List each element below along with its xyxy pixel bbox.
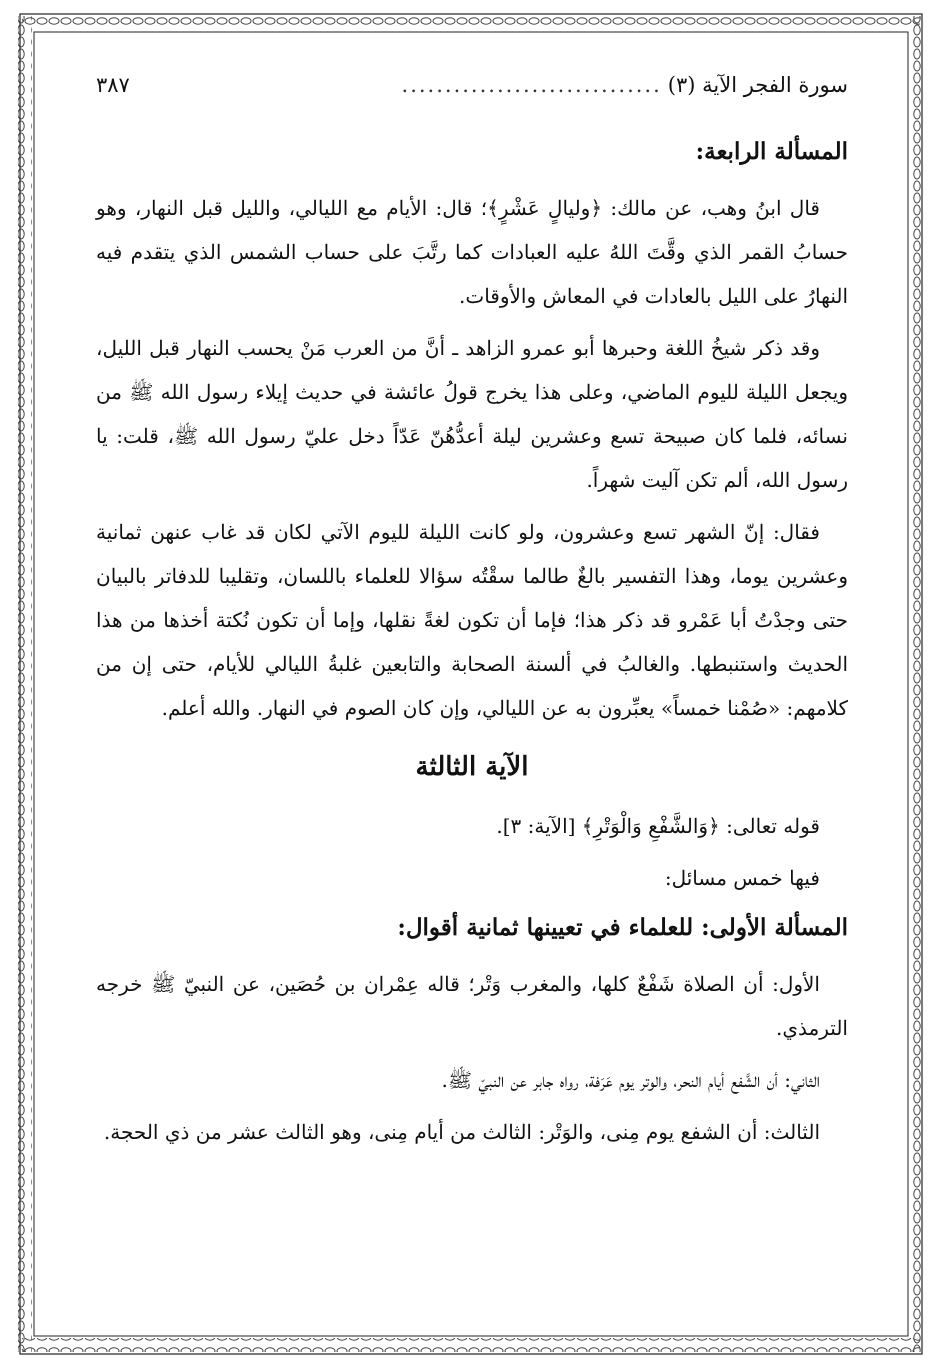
verse-title: الآية الثالثة [415,752,529,782]
paragraph-month-29: فقال: إنّ الشهر تسع وعشرون، ولو كانت الليلة لليوم الآتي لكان قد غاب عنهن ثمانية وعشرين يوما، وهذا التفسير بالغٌ طالما سقْتُه سؤالا للعلماء باللسان، وتقليبا للدفاتر بالبيان حتى وجدْتُ أبا عَمْرو قد ذكر هذا؛ فإما أن تكون لغةً نقلها، وإما أن تكون نُكتة أخذها من هذا الحديث واستنبطها. والغالبُ في ألسنة الصحابة والتابعين غلبةُ الليالي للأيام، حتى إن من كلامهم: «صُمْنا خمساً» يعبِّرون به عن الليالي، وإن كان الصوم في النهار. والله أعلم. [96,520,848,720]
running-header [96,68,848,102]
section-heading-fourth-issue: المسألة الرابعة: [695,138,848,165]
page-number: ٣٨٧ [96,73,130,97]
paragraph-abu-amr: وقد ذكر شيخُ اللغة وحبرها أبو عمرو الزاهد ـ أنَّ من العرب مَنْ يحسب النهار قبل الليل، ويجعل الليلة لليوم الماضي، وعلى هذا يخرج قولُ عائشة في حديث إيلاء رسول الله ﷺ من نسائه، فلما كان صبيحة تسع وعشرين ليلة أعدُّهُنّ عَدّاً دخل عليّ رسول الله ﷺ، قلت: يا رسول الله، ألم تكن آليت شهراً. [96,336,849,492]
page-content [96,60,848,1310]
header-title: سورة الفجر الآية (٣) [667,73,848,97]
paragraph-ibn-wahb: قال ابنُ وهب، عن مالك: ﴿وليالٍ عَشْرٍ﴾؛ قال: الأيام مع الليالي، والليل قبل النهار، وهو حسابُ القمر الذي وقَّتَ اللهُ عليه العبادات كما رتَّبَ على حساب الشمس الذي يتقدم فيه النهارُ على الليل بالعادات في المعاش والأوقات. [96,196,848,308]
paragraph-verse-quote: قوله تعالى: ﴿وَالشَّفْعِ وَالْوَتْرِ﴾ [الآية: ٣]. [496,814,820,838]
section-heading-first-issue: المسألة الأولى: للعلماء في تعيينها ثمانية أقوال: [397,914,848,941]
paragraph-third-opinion: الثالث: أن الشفع يوم مِنى، والوَتْر: الثالث من أيام مِنى، وهو الثالث عشر من ذي الحجة. [103,1120,820,1144]
paragraph-second-opinion: الثاني: أن الشَّفع أيام النحر، والوتر يوم عَرَفة، رواه جابر عن النبيّ ﷺ. [441,1068,820,1092]
header-dot-leader: .............................. [401,73,662,97]
paragraph-five-issues: فيها خمس مسائل: [664,866,820,890]
paragraph-first-opinion: الأول: أن الصلاة شَفْعٌ كلها، والمغرب وَتْر؛ قاله عِمْران بن حُصَين، عن النبيّ ﷺ خرجه الترمذي. [96,972,848,1040]
